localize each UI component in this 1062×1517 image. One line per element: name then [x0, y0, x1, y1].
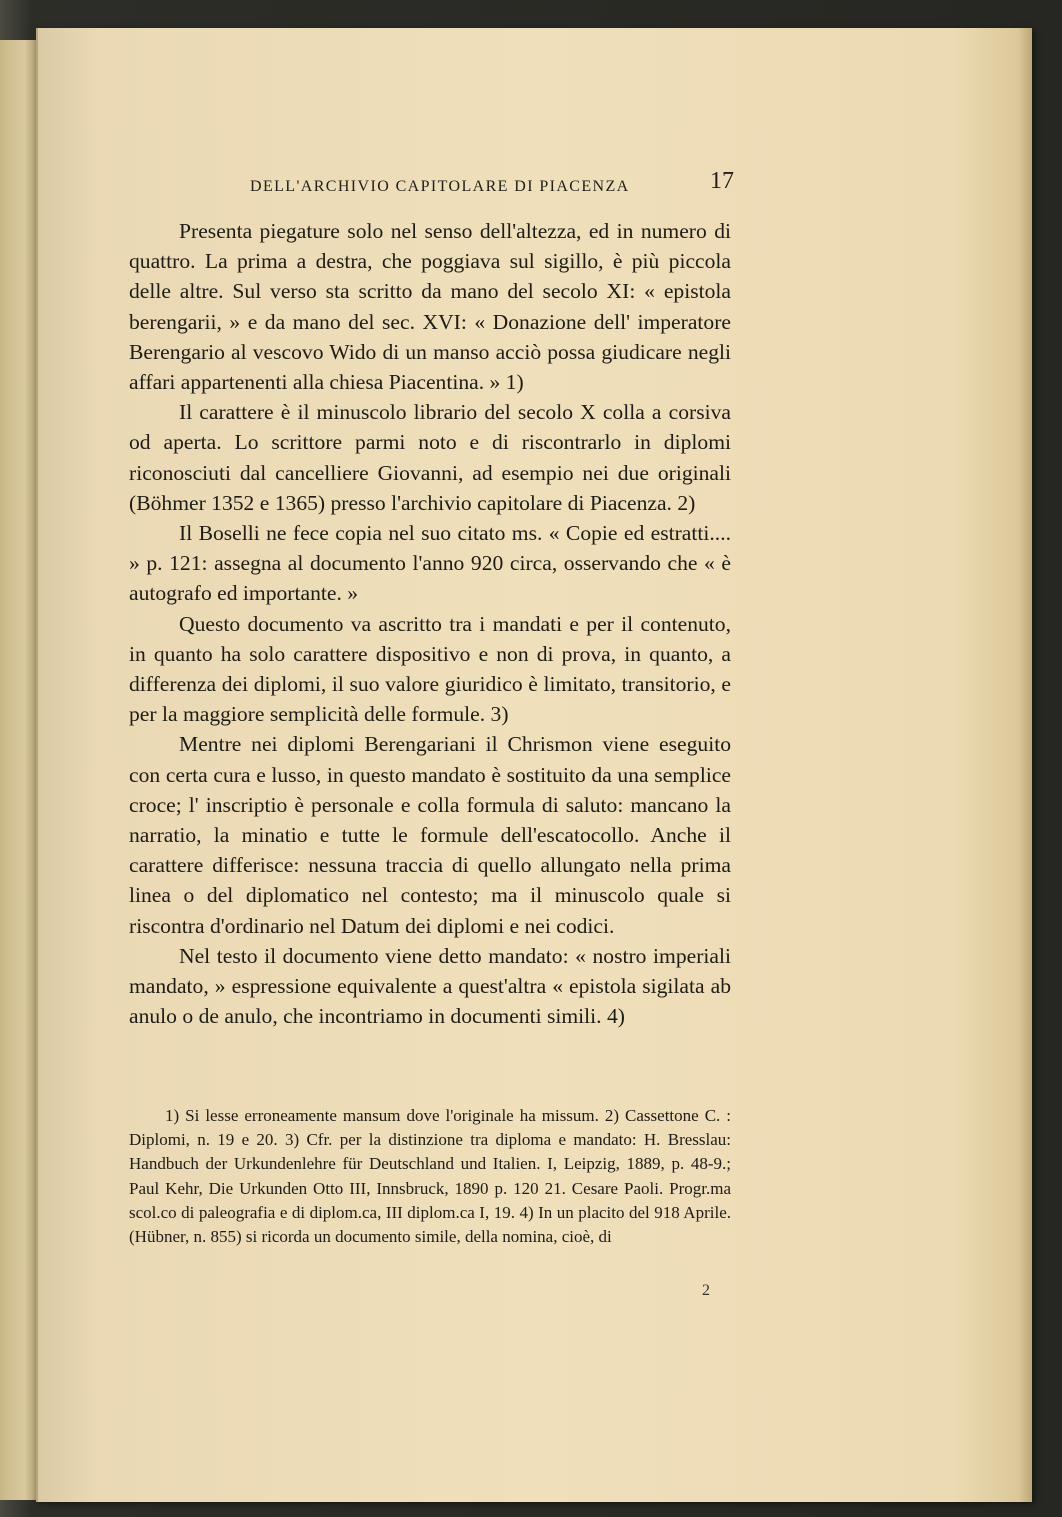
paragraph-1: Presenta piegature solo nel senso dell'altezza, ed in numero di quattro. La prima a destra, che poggiava sul sigillo, è più piccola delle altre. Sul verso sta scritto da mano del secolo XI: « epistola berengarii, » e da mano del sec. XVI: « Donazione dell' imperatore Berengario al vescovo Wido di un manso acciò possa giudicare negli affari appartenenti alla chiesa Piacentina. » 1)	[129, 219, 731, 395]
paragraph-5: Mentre nei diplomi Berengariani il Chrismon viene eseguito con certa cura e lusso, in questo mandato è sostituito da una semplice croce; l' inscriptio è personale e colla formula di saluto: mancano la narratio, la minatio e tutte le formule dell'escatocollo. Anche il carattere differisce: nessuna traccia di quello allungato nella prima linea o del diplomatico nel contesto; ma il minuscolo quale si riscontra d'ordinario nel Datum dei diplomi e nei codici.	[129, 732, 731, 938]
paragraph-3: Il Boselli ne fece copia nel suo citato ms. « Copie ed estratti.... » p. 121: assegna al documento l'anno 920 circa, osservando che « è autografo ed importante. »	[129, 521, 731, 606]
page-edge-shading	[1018, 28, 1032, 1502]
main-text	[129, 216, 731, 1031]
facing-page-edge	[0, 40, 40, 1500]
page-number: 17	[710, 168, 734, 194]
paragraph-4: Questo documento va ascritto tra i mandati e per il contenuto, in quanto ha solo carattere dispositivo e non di prova, in quanto, a differenza dei diplomi, il suo valore giuridico è limitato, transitorio, e per la maggiore semplicità delle formule. 3)	[129, 611, 731, 727]
paragraph-6: Nel testo il documento viene detto mandato: « nostro imperiali mandato, » espressione equivalente a quest'altra « epistola sigilata ab anulo o de anulo, che incontriamo in documenti simili. 4)	[129, 943, 731, 1029]
page-header	[250, 168, 734, 208]
footnote-text: 1) Si lesse erroneamente mansum dove l'originale ha missum. 2) Cassettone C. : Diplomi, n. 19 e 20. 3) Cfr. per la distinzione tra diploma e mandato: H. Bresslau: Handbuch der Urkundenlehre für Deutschland und Italien. I, Leipzig, 1889, p. 48-9.; Paul Kehr, Die Urkunden Otto III, Innsbruck, 1890 p. 120 21. Cesare Paoli. Progr.ma scol.co di paleografia e di diplom.ca, III diplom.ca I, 19. 4) In un placito del 918 Aprile. (Hübner, n. 855) si ricorda un documento simile, della nomina, cioè, di	[129, 1106, 731, 1247]
running-head: DELL'ARCHIVIO CAPITOLARE DI PIACENZA	[250, 178, 630, 195]
paragraph-2: Il carattere è il minuscolo librario del secolo X colla a corsiva od aperta. Lo scrittore parmi noto e di riscontrarlo in diplomi riconosciuti dal cancelliere Giovanni, ad esempio nei due originali (Böhmer 1352 e 1365) presso l'archivio capitolare di Piacenza. 2)	[129, 400, 731, 515]
signature-mark: 2	[702, 1282, 710, 1299]
footnotes	[129, 1104, 731, 1249]
